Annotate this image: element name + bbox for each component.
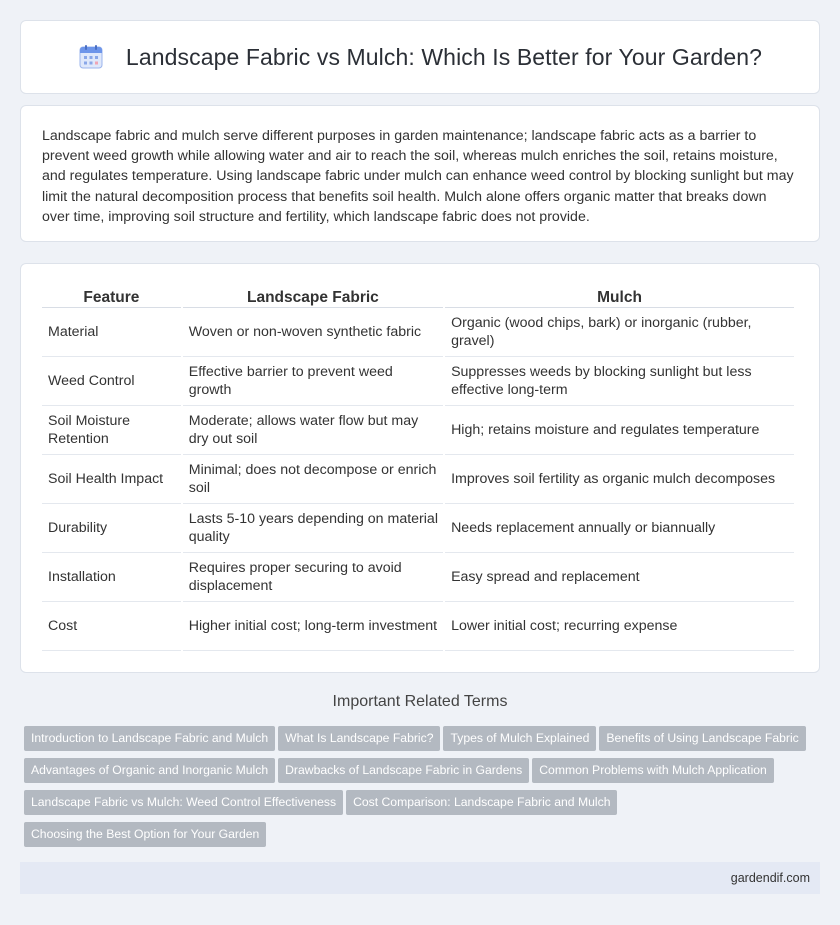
feature-cell: Soil Moisture Retention bbox=[42, 406, 181, 455]
header-mulch: Mulch bbox=[445, 284, 794, 308]
landscape-fabric-cell: Minimal; does not decompose or enrich soil bbox=[183, 455, 443, 504]
landscape-fabric-cell: Moderate; allows water flow but may dry out soil bbox=[183, 406, 443, 455]
related-term-tag[interactable]: Benefits of Using Landscape Fabric bbox=[599, 726, 805, 751]
feature-cell: Installation bbox=[42, 553, 181, 602]
related-terms-heading: Important Related Terms bbox=[332, 693, 508, 710]
mulch-cell: Improves soil fertility as organic mulch decomposes bbox=[445, 455, 794, 504]
related-term-tag[interactable]: Drawbacks of Landscape Fabric in Gardens bbox=[278, 758, 529, 783]
landscape-fabric-cell: Requires proper securing to avoid displacement bbox=[183, 553, 443, 602]
footer bbox=[20, 862, 820, 894]
page-title: Landscape Fabric vs Mulch: Which Is Better for Your Garden? bbox=[125, 43, 763, 70]
calendar-icon bbox=[78, 44, 104, 70]
comparison-table-card bbox=[20, 263, 820, 673]
related-term-tag[interactable]: Cost Comparison: Landscape Fabric and Mulch bbox=[346, 790, 617, 815]
landscape-fabric-cell: Higher initial cost; long-term investment bbox=[183, 602, 443, 651]
mulch-cell: Lower initial cost; recurring expense bbox=[445, 602, 794, 651]
related-term-tag[interactable]: Common Problems with Mulch Application bbox=[532, 758, 774, 783]
intro-card bbox=[20, 105, 820, 242]
header-feature: Feature bbox=[42, 284, 181, 308]
intro-paragraph: Landscape fabric and mulch serve different purposes in garden maintenance; landscape fabric acts as a barrier to prevent weed growth while allowing water and air to reach the soil, whereas mulch enriches the soil, retains moisture, and regulates temperature. Using landscape fabric under mulch can enhance weed control by blocking sunlight but may limit the natural decomposition process that benefits soil health. Mulch alone offers organic matter that breaks down over time, improving soil structure and fertility, which landscape fabric does not provide. bbox=[42, 128, 794, 225]
mulch-cell: Suppresses weeds by blocking sunlight but less effective long-term bbox=[445, 357, 794, 406]
feature-cell: Weed Control bbox=[42, 357, 181, 406]
landscape-fabric-cell: Woven or non-woven synthetic fabric bbox=[183, 308, 443, 357]
footer-site-link[interactable]: gardendif.com bbox=[730, 871, 810, 885]
mulch-cell: Needs replacement annually or biannually bbox=[445, 504, 794, 553]
mulch-cell: Organic (wood chips, bark) or inorganic (rubber, gravel) bbox=[445, 308, 794, 357]
feature-cell: Material bbox=[42, 308, 181, 357]
landscape-fabric-cell: Lasts 5-10 years depending on material quality bbox=[183, 504, 443, 553]
related-terms-list bbox=[24, 726, 824, 854]
table-row bbox=[42, 357, 794, 406]
table-row bbox=[42, 553, 794, 602]
related-term-tag[interactable]: Choosing the Best Option for Your Garden bbox=[24, 822, 266, 847]
title-card bbox=[20, 20, 820, 94]
related-term-tag[interactable]: Advantages of Organic and Inorganic Mulch bbox=[24, 758, 275, 783]
related-term-tag[interactable]: Introduction to Landscape Fabric and Mulch bbox=[24, 726, 275, 751]
table-row bbox=[42, 504, 794, 553]
feature-cell: Cost bbox=[42, 602, 181, 651]
table-row bbox=[42, 308, 794, 357]
mulch-cell: High; retains moisture and regulates temperature bbox=[445, 406, 794, 455]
related-term-tag[interactable]: What Is Landscape Fabric? bbox=[278, 726, 440, 751]
mulch-cell: Easy spread and replacement bbox=[445, 553, 794, 602]
table-header-row bbox=[42, 284, 794, 308]
table-row bbox=[42, 455, 794, 504]
comparison-table bbox=[40, 284, 796, 651]
related-term-tag[interactable]: Types of Mulch Explained bbox=[443, 726, 596, 751]
related-term-tag[interactable]: Landscape Fabric vs Mulch: Weed Control Effectiveness bbox=[24, 790, 343, 815]
table-row bbox=[42, 406, 794, 455]
table-row bbox=[42, 602, 794, 651]
landscape-fabric-cell: Effective barrier to prevent weed growth bbox=[183, 357, 443, 406]
feature-cell: Soil Health Impact bbox=[42, 455, 181, 504]
header-landscape-fabric: Landscape Fabric bbox=[183, 284, 443, 308]
feature-cell: Durability bbox=[42, 504, 181, 553]
